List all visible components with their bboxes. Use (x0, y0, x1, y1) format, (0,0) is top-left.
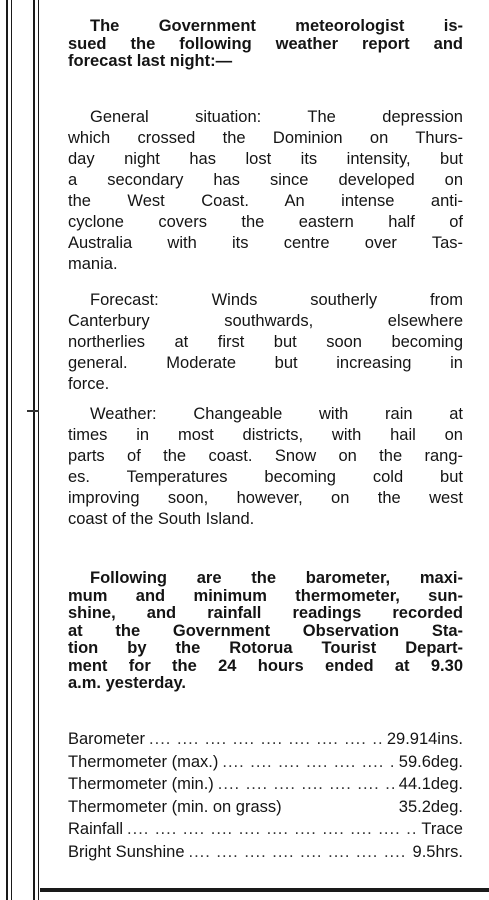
heading-line: forecast last night:— (68, 52, 233, 70)
reading-label: Thermometer (min. on grass) (68, 797, 282, 816)
reading-label: Thermometer (min.) (68, 775, 214, 793)
paragraph-line: Weather: Changeable with rain at (90, 405, 463, 423)
reading-row (68, 796, 463, 819)
heading-line: sued the following weather report and (68, 34, 463, 53)
column-rule (11, 0, 12, 900)
reading-value: 29.914ins. (386, 730, 463, 748)
readings-intro (68, 570, 463, 693)
leader-dots (218, 773, 395, 796)
paragraph-line: general. Moderate but increasing in (68, 354, 463, 372)
readings-table (68, 728, 463, 863)
paragraph-line: General situation: The depression (90, 108, 463, 126)
paragraph-line: Australia with its centre over Tas- (68, 234, 463, 252)
intro-line: shine, and rainfall readings recorded (68, 604, 463, 622)
bottom-rule (40, 888, 489, 892)
reading-value: 35.2deg. (398, 797, 463, 816)
reading-value: 44.1deg. (398, 775, 463, 793)
reading-row (68, 751, 463, 774)
paragraph-line: a secondary has since developed on (68, 171, 463, 189)
intro-line: ment for the 24 hours ended at 9.30 (68, 656, 463, 675)
reading-row (68, 728, 463, 751)
reading-label: Rainfall (68, 820, 124, 838)
paragraph-line: coast of the South Island. (68, 510, 255, 528)
intro-line: Following are the barometer, maxi- (90, 569, 463, 587)
leader-dots (189, 841, 409, 864)
general-situation-paragraph (68, 107, 463, 275)
reading-label: Thermometer (max.) (68, 752, 219, 771)
paragraph-line: northerlies at first but soon becoming (68, 333, 463, 351)
paragraph-line: day night has lost its intensity, but (68, 150, 463, 168)
paragraph-line: times in most districts, with hail on (68, 426, 463, 444)
reading-value: 59.6deg. (398, 752, 463, 771)
leader-dots (149, 728, 383, 751)
paragraph-line: which crossed the Dominion on Thurs- (68, 129, 463, 147)
paragraph-line: parts of the coast. Snow on the rang- (68, 447, 463, 465)
column-rule (33, 0, 35, 900)
paragraph-line: Canterbury southwards, elsewhere (68, 312, 463, 330)
column-rule (38, 0, 39, 900)
margin-mark (27, 410, 39, 412)
forecast-paragraph (68, 290, 463, 395)
reading-value: 9.5hrs. (412, 842, 463, 861)
leader-dots (222, 751, 394, 774)
column-rule (6, 0, 8, 900)
reading-row (68, 773, 463, 796)
paragraph-line: improving soon, however, on the west (68, 489, 463, 507)
weather-paragraph (68, 404, 463, 530)
intro-line: a.m. yesterday. (68, 674, 187, 692)
paragraph-line: the West Coast. An intense anti- (68, 192, 463, 210)
paragraph-line: cyclone covers the eastern half of (68, 213, 463, 231)
reading-value: Trace (421, 820, 463, 838)
paragraph-line: Forecast: Winds southerly from (90, 291, 463, 309)
leader-dots (127, 818, 417, 841)
reading-row (68, 818, 463, 841)
paragraph-line: mania. (68, 255, 118, 273)
reading-label: Bright Sunshine (68, 842, 185, 861)
report-heading (68, 18, 463, 71)
intro-line: tion by the Rotorua Tourist Depart- (68, 639, 463, 657)
paragraph-line: es. Temperatures becoming cold but (68, 468, 463, 486)
heading-line: The Government meteorologist is- (90, 17, 463, 35)
paragraph-line: force. (68, 375, 110, 393)
reading-row (68, 841, 463, 864)
intro-line: mum and minimum thermometer, sun- (68, 586, 463, 605)
reading-label: Barometer (68, 730, 146, 748)
intro-line: at the Government Observation Sta- (68, 621, 463, 640)
